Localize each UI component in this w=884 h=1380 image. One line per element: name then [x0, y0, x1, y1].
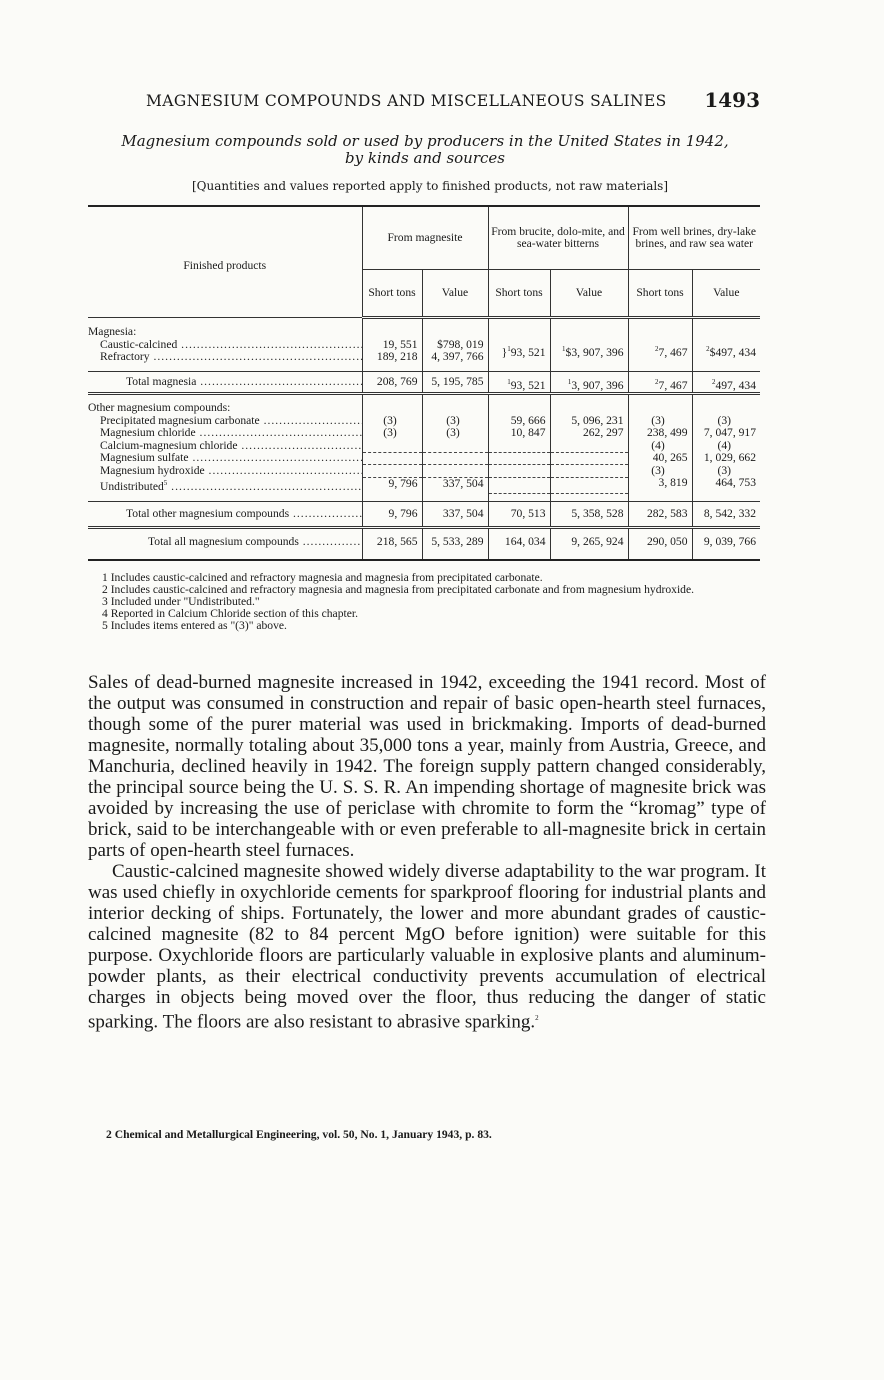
row-label: Caustic-calcined ..... — [88, 339, 362, 352]
table-cell: 4, 397, 766 — [422, 351, 488, 364]
row-label: Precipitated magnesium carbonate ..... — [88, 415, 362, 428]
table-cell: $^2$497, 434 — [692, 371, 760, 394]
table-footnotes — [88, 572, 768, 632]
table-cell: (3) — [628, 465, 692, 478]
table-cell: 10, 847 — [488, 427, 550, 440]
table-row — [88, 402, 760, 415]
table-cell: }$^1$93, 521 — [488, 339, 550, 364]
table-row — [88, 452, 760, 465]
table-cell: 7, 047, 917 — [692, 427, 760, 440]
paragraph: Sales of dead-burned magnesite increased in 1942, exceeding the 1941 record. Most of the output was consumed in construction and repair of basic open-hearth steel furnaces, though some of the purer material was used in brickmaking. Imports of dead-burned magnesite, normally totaling about 35,000 tons a year, mainly from Austria, Greece, and Manchuria, declined heavily in 1942. The foreign supply pattern changed considerably, the principal source being the U. S. S. R. An impending shortage of magnesite brick was avoided by increasing the use of periclase with chromite to form the “kromag” type of brick, said to be interchangeable with or even preferable to all-magnesite brick in certain parts of open-hearth steel furnaces. — [88, 672, 766, 861]
body-text — [88, 672, 766, 1032]
col-header-value: Value — [550, 270, 628, 318]
col-header-value: Value — [692, 270, 760, 318]
table-note: [Quantities and values reported apply to finished products, not raw materials] — [191, 179, 669, 193]
table-cell: 337, 504 — [422, 477, 488, 493]
table-cell: 3, 819 — [628, 477, 692, 493]
table-cell: 1, 029, 662 — [692, 452, 760, 465]
footnote: 4 Reported in Calcium Chloride section of this chapter. — [102, 607, 358, 620]
stub-header: Finished products — [88, 206, 362, 318]
table-cell: 218, 565 — [362, 528, 422, 560]
table-row — [88, 326, 760, 339]
row-label: Undistributed$^5$ ..... — [88, 477, 362, 493]
table-row — [88, 427, 760, 440]
table-cell: 5, 533, 289 — [422, 528, 488, 560]
table-cell: 5, 096, 231 — [550, 415, 628, 428]
table-cell: $^2$7, 467 — [628, 371, 692, 394]
magnesium-compounds-table — [88, 205, 760, 561]
table-cell: (3) — [692, 415, 760, 428]
footnote: 5 Includes items entered as "(3)" above. — [102, 619, 287, 632]
group-header-brucite: From brucite, dolo-mite, and sea-water bitterns — [488, 206, 628, 270]
table-cell: $798, 019 — [422, 339, 488, 352]
col-header-short-tons: Short tons — [362, 270, 422, 318]
col-header-short-tons: Short tons — [488, 270, 550, 318]
row-label: Magnesium hydroxide ..... — [88, 465, 362, 478]
footnote: 2 Includes caustic-calcined and refractory magnesia and magnesia from precipitated carbonate and from magnesium hydroxide. — [102, 583, 695, 596]
col-header-short-tons: Short tons — [628, 270, 692, 318]
table-cell: 290, 050 — [628, 528, 692, 560]
running-head-title: MAGNESIUM COMPOUNDS AND MISCELLANEOUS SALINES — [146, 92, 667, 110]
group-header-magnesite: From magnesite — [362, 206, 488, 270]
caption-line-2: by kinds and sources — [345, 149, 505, 167]
table-cell: 70, 513 — [488, 501, 550, 528]
row-label: Refractory ..... — [88, 351, 362, 364]
footnote: 1 Includes caustic-calcined and refractory magnesia and magnesia from precipitated carbonate. — [102, 571, 543, 584]
table-cell: $^1$3, 907, 396 — [550, 371, 628, 394]
row-label: Total other magnesium compounds ..... — [88, 501, 362, 528]
table-cell: (3) — [362, 415, 422, 428]
col-header-value: Value — [422, 270, 488, 318]
table-cell: 208, 769 — [362, 371, 422, 394]
table-cell: 9, 265, 924 — [550, 528, 628, 560]
table-cell: 5, 358, 528 — [550, 501, 628, 528]
row-label: Total magnesia ..... — [88, 371, 362, 394]
table-cell: 5, 195, 785 — [422, 371, 488, 394]
table-row — [88, 477, 760, 493]
table-cell: 262, 297 — [550, 427, 628, 440]
table-cell: 40, 265 — [628, 452, 692, 465]
table-cell: 238, 499 — [628, 427, 692, 440]
table-cell: 19, 551 — [362, 339, 422, 352]
table-cell: (3) — [692, 465, 760, 478]
row-label: Magnesium chloride ..... — [88, 427, 362, 440]
group-header-brines: From well brines, dry-lake brines, and raw sea water — [628, 206, 760, 270]
row-label: Calcium-magnesium chloride ..... — [88, 440, 362, 453]
page-footnote: 2 Chemical and Metallurgical Engineering, vol. 50, No. 1, January 1943, p. 83. — [106, 1128, 492, 1141]
table-cell: 164, 034 — [488, 528, 550, 560]
table-cell: 282, 583 — [628, 501, 692, 528]
row-label: Magnesium sulfate ..... — [88, 452, 362, 465]
table-cell: 9, 796 — [362, 477, 422, 493]
table-row-total — [88, 371, 760, 394]
table-cell: $^2$7, 467 — [628, 339, 692, 364]
table-cell: (3) — [362, 427, 422, 440]
row-label: Magnesia: — [88, 326, 137, 338]
table-cell: 189, 218 — [362, 351, 422, 364]
table-cell: (4) — [692, 440, 760, 453]
table-caption — [80, 133, 770, 167]
row-label: Other magnesium compounds: — [88, 402, 231, 414]
table-cell: 8, 542, 332 — [692, 501, 760, 528]
table-row-total — [88, 528, 760, 560]
table-cell: 59, 666 — [488, 415, 550, 428]
table-row-total — [88, 501, 760, 528]
row-label: Total all magnesium compounds ..... — [88, 528, 362, 560]
table-row — [88, 339, 760, 352]
table-cell: (3) — [422, 415, 488, 428]
page-number: 1493 — [704, 88, 760, 112]
table-cell: $^1$\$3, 907, 396 — [550, 339, 628, 364]
caption-line-1: Magnesium compounds sold or used by producers in the United States in 1942, — [121, 132, 729, 150]
table-cell: 337, 504 — [422, 501, 488, 528]
footnote-ref: 2 — [535, 1014, 539, 1022]
table-cell: $^2$\$497, 434 — [692, 339, 760, 364]
running-head — [146, 88, 766, 114]
table-cell: 9, 039, 766 — [692, 528, 760, 560]
table-cell: $^1$93, 521 — [488, 371, 550, 394]
table-cell: (3) — [628, 415, 692, 428]
table-cell: (4) — [628, 440, 692, 453]
table-cell: (3) — [422, 427, 488, 440]
table-cell: 9, 796 — [362, 501, 422, 528]
table-cell: 464, 753 — [692, 477, 760, 493]
footnote: 3 Included under "Undistributed." — [102, 595, 260, 608]
paragraph: Caustic-calcined magnesite showed widely diverse adaptability to the war program. It was used chiefly in oxychloride cements for sparkproof flooring for industrial plants and interior decking of ships. Fortunately, the lower and more abundant grades of caustic-calcined magnesite (82 to 84 percent MgO before ignition) were suitable for this purpose. Oxychloride floors are particularly valuable in explosive plants and aluminum-powder plants, as their electrical conductivity prevents accumulation of electrical charges in objects being moved over the floor, thus reducing the danger of static sparking. The floors are also resistant to abrasive sparking.$^2$ — [88, 861, 766, 1033]
